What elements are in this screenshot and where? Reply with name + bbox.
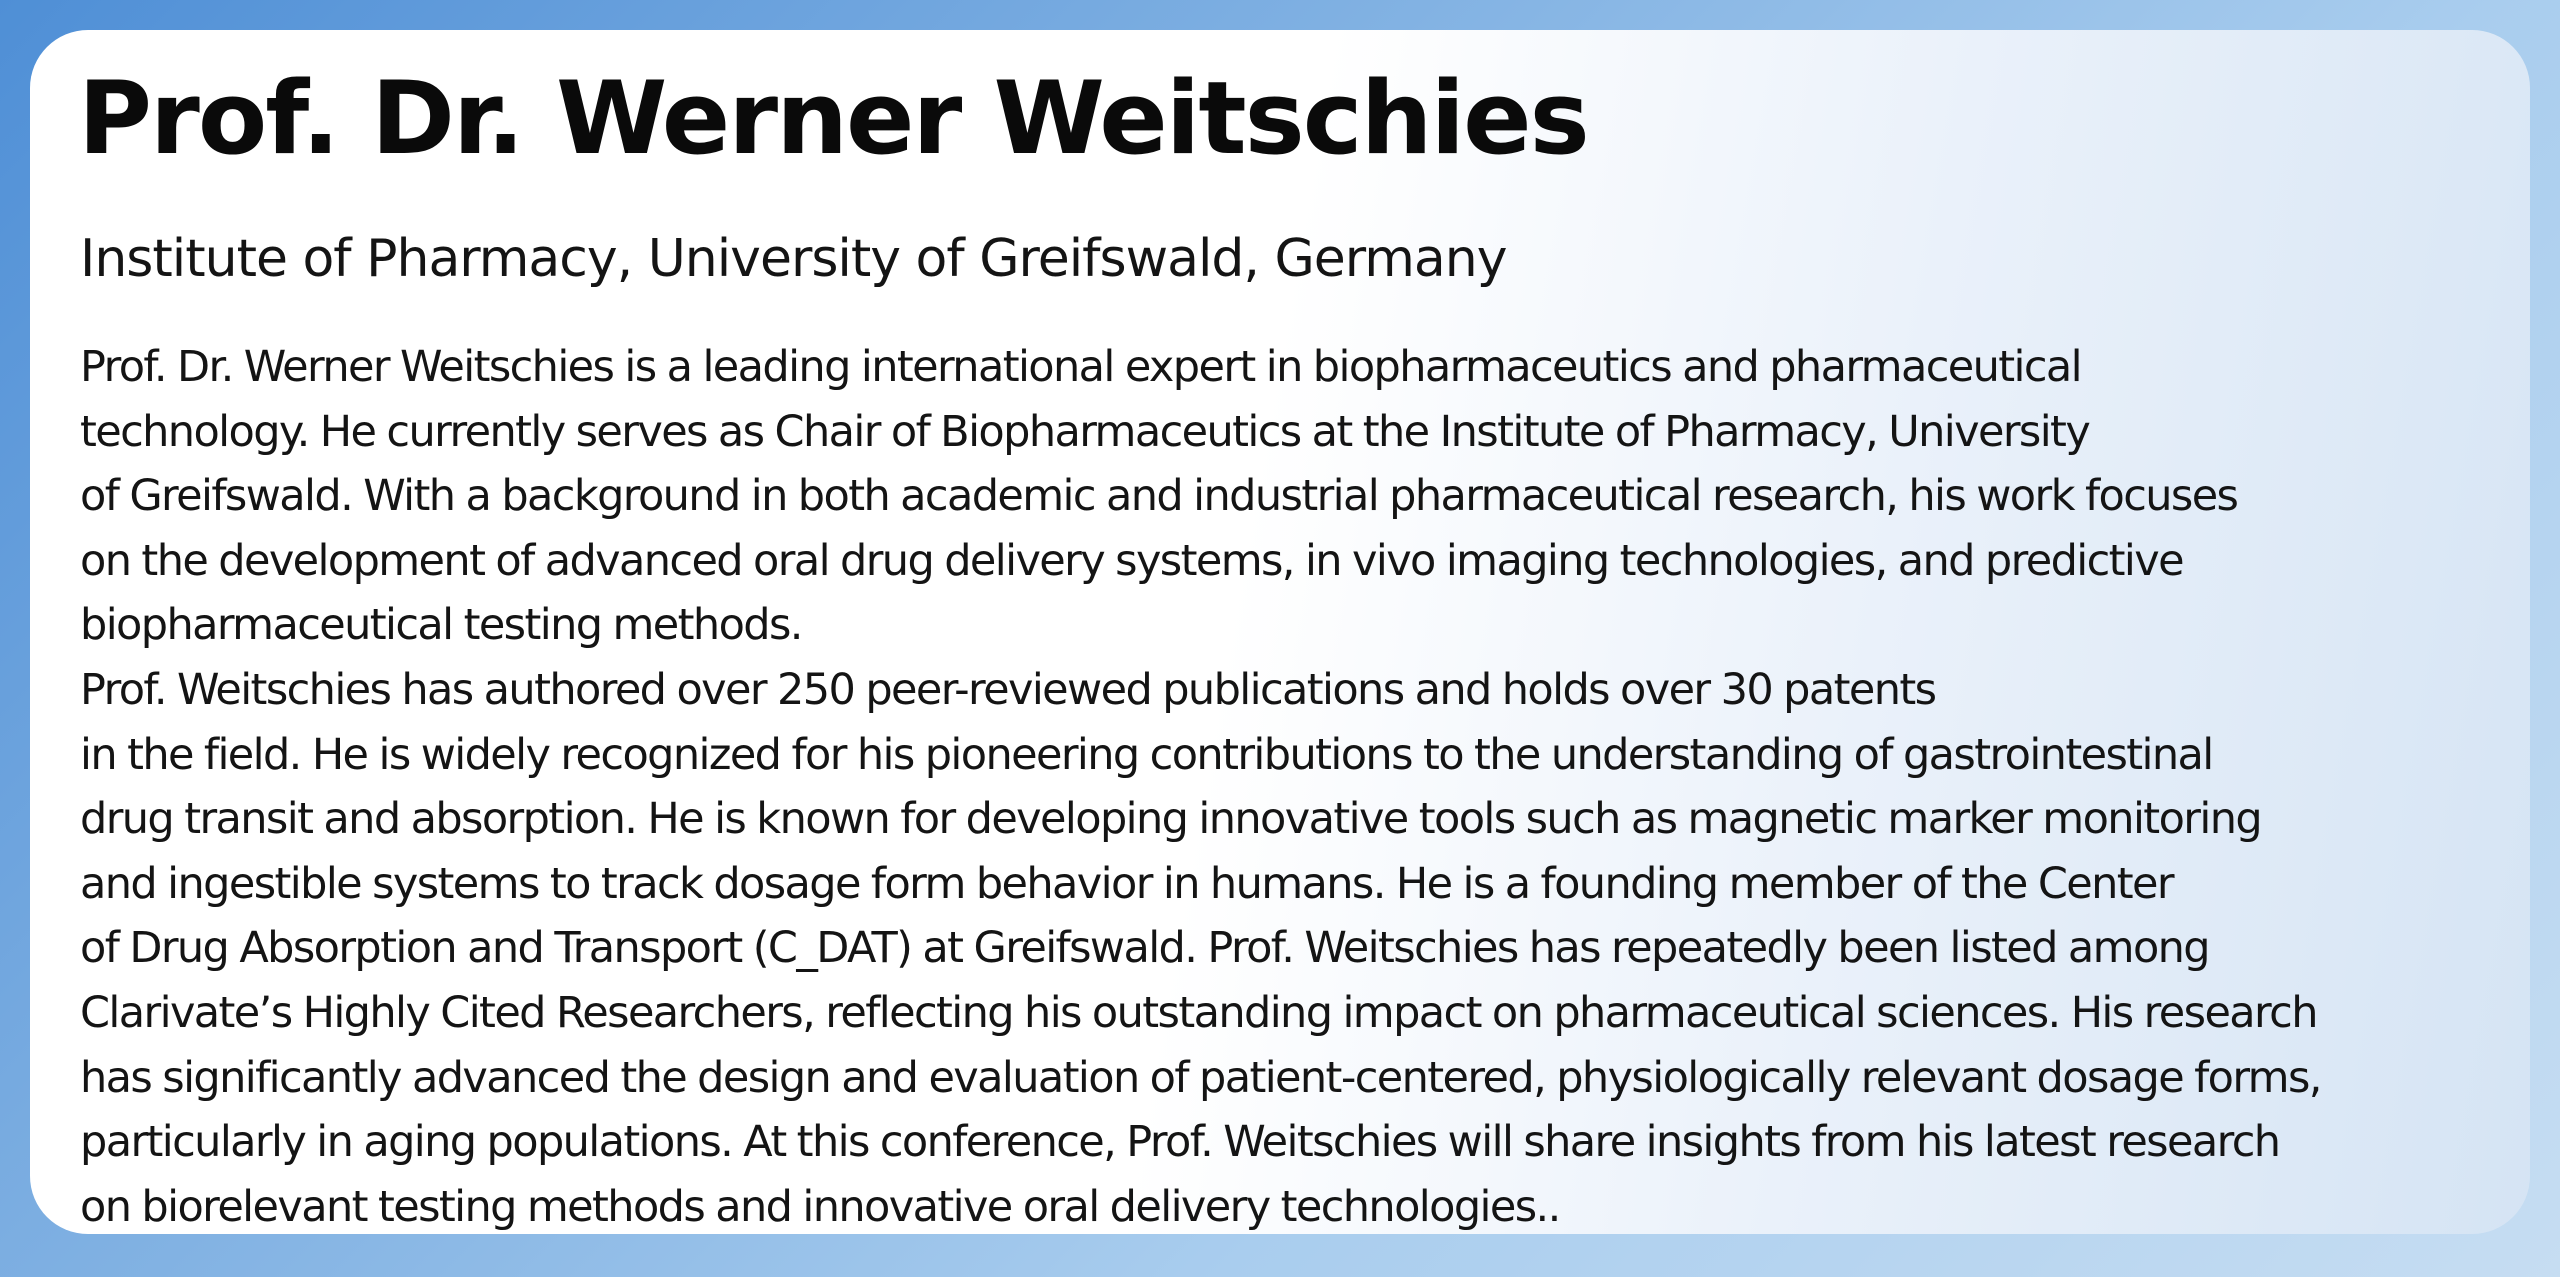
bio-line: has significantly advanced the design and evaluation of patient-centered, physiologically relevant dosage forms, <box>80 1052 2321 1103</box>
bio-line: on biorelevant testing methods and innovative oral delivery technologies.. <box>80 1181 1560 1232</box>
bio-line: Prof. Weitschies has authored over 250 peer-reviewed publications and holds over 30 patents <box>80 664 1936 715</box>
speaker-affiliation: Institute of Pharmacy, University of Greifswald, Germany <box>80 229 1507 289</box>
bio-line: technology. He currently serves as Chair of Biopharmaceutics at the Institute of Pharmacy, University <box>80 406 2090 457</box>
bio-line: Prof. Dr. Werner Weitschies is a leading international expert in biopharmaceutics and pharmaceutical <box>80 342 2081 392</box>
bio-line: of Greifswald. With a background in both academic and industrial pharmaceutical research, his work focuses <box>80 471 2238 522</box>
speaker-name: Prof. Dr. Werner Weitschies <box>78 59 1588 177</box>
bio-line: biopharmaceutical testing methods. <box>80 600 802 651</box>
bio-line: of Drug Absorption and Transport (C_DAT) at Greifswald. Prof. Weitschies has repeatedly been listed among <box>80 923 2209 974</box>
bio-line: and ingestible systems to track dosage form behavior in humans. He is a founding member of the Center <box>80 858 2173 909</box>
bio-line: in the field. He is widely recognized for his pioneering contributions to the understanding of gastrointestinal <box>80 729 2213 780</box>
bio-line: Clarivate’s Highly Cited Researchers, reflecting his outstanding impact on pharmaceutical sciences. His research <box>80 987 2317 1038</box>
speaker-bio <box>80 335 2530 1239</box>
bio-line: on the development of advanced oral drug delivery systems, in vivo imaging technologies, and predictive <box>80 535 2183 586</box>
bio-line: drug transit and absorption. He is known for developing innovative tools such as magnetic marker monitoring <box>80 794 2262 845</box>
bio-line: particularly in aging populations. At this conference, Prof. Weitschies will share insights from his latest research <box>80 1117 2280 1168</box>
speaker-card <box>30 30 2530 1234</box>
